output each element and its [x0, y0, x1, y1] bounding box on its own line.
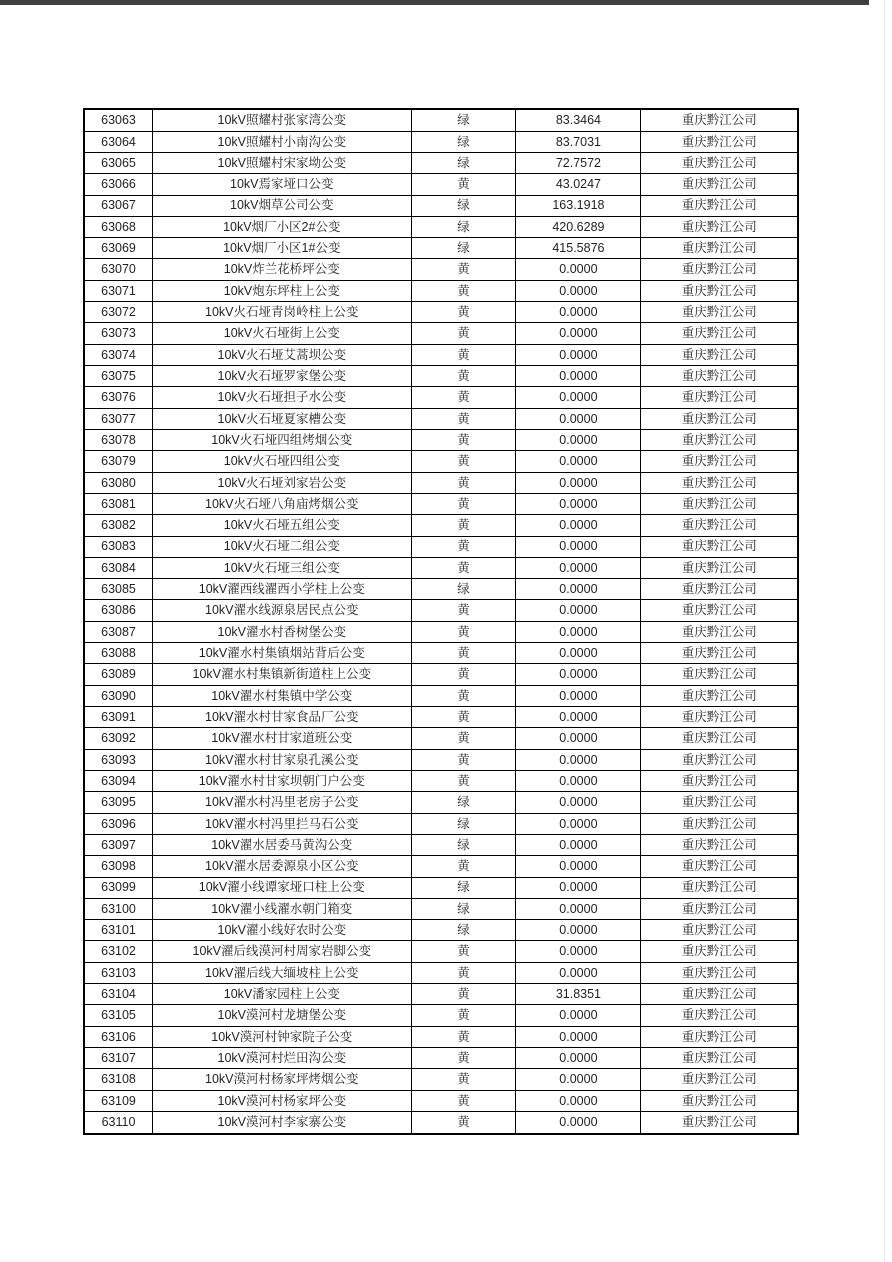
cell-company: 重庆黔江公司 [641, 259, 798, 280]
cell-id: 63071 [84, 280, 153, 301]
cell-value: 0.0000 [516, 856, 641, 877]
cell-status: 绿 [411, 152, 516, 173]
cell-value: 0.0000 [516, 536, 641, 557]
cell-name: 10kV火石垭二组公变 [153, 536, 411, 557]
cell-value: 0.0000 [516, 344, 641, 365]
cell-status: 黄 [411, 1090, 516, 1111]
cell-value: 0.0000 [516, 472, 641, 493]
cell-value: 0.0000 [516, 366, 641, 387]
cell-id: 63063 [84, 109, 153, 131]
cell-company: 重庆黔江公司 [641, 536, 798, 557]
cell-status: 绿 [411, 131, 516, 152]
cell-name: 10kV火石垭五组公变 [153, 515, 411, 536]
table-row [84, 749, 798, 770]
transformer-table-body [84, 109, 798, 1134]
cell-company: 重庆黔江公司 [641, 1005, 798, 1026]
cell-name: 10kV濯水村甘家道班公变 [153, 728, 411, 749]
cell-id: 63074 [84, 344, 153, 365]
cell-value: 0.0000 [516, 1111, 641, 1134]
table-row [84, 451, 798, 472]
cell-id: 63080 [84, 472, 153, 493]
cell-id: 63098 [84, 856, 153, 877]
cell-id: 63094 [84, 770, 153, 791]
page-edge-divider [884, 0, 885, 1262]
cell-status: 黄 [411, 1005, 516, 1026]
cell-name: 10kV濯小线好农时公变 [153, 920, 411, 941]
cell-id: 63101 [84, 920, 153, 941]
cell-value: 0.0000 [516, 707, 641, 728]
cell-company: 重庆黔江公司 [641, 387, 798, 408]
cell-status: 绿 [411, 813, 516, 834]
cell-id: 63097 [84, 834, 153, 855]
cell-company: 重庆黔江公司 [641, 302, 798, 323]
cell-value: 0.0000 [516, 664, 641, 685]
cell-id: 63083 [84, 536, 153, 557]
cell-value: 31.8351 [516, 984, 641, 1005]
cell-name: 10kV潘家园柱上公变 [153, 984, 411, 1005]
cell-id: 63099 [84, 877, 153, 898]
cell-name: 10kV烟草公司公变 [153, 195, 411, 216]
cell-status: 黄 [411, 984, 516, 1005]
cell-status: 黄 [411, 600, 516, 621]
cell-company: 重庆黔江公司 [641, 238, 798, 259]
cell-status: 黄 [411, 1026, 516, 1047]
table-row [84, 920, 798, 941]
cell-name: 10kV火石垭罗家堡公变 [153, 366, 411, 387]
cell-name: 10kV濯后线漠河村周家岩脚公变 [153, 941, 411, 962]
cell-name: 10kV濯水居委源泉小区公变 [153, 856, 411, 877]
cell-company: 重庆黔江公司 [641, 280, 798, 301]
cell-status: 黄 [411, 344, 516, 365]
table-row [84, 216, 798, 237]
cell-id: 63085 [84, 579, 153, 600]
cell-company: 重庆黔江公司 [641, 877, 798, 898]
table-row [84, 557, 798, 578]
cell-name: 10kV濯水村甘家泉孔溪公变 [153, 749, 411, 770]
cell-status: 绿 [411, 109, 516, 131]
cell-company: 重庆黔江公司 [641, 472, 798, 493]
cell-id: 63107 [84, 1048, 153, 1069]
cell-status: 黄 [411, 174, 516, 195]
cell-value: 0.0000 [516, 1048, 641, 1069]
table-row [84, 131, 798, 152]
cell-status: 黄 [411, 621, 516, 642]
table-row [84, 621, 798, 642]
cell-company: 重庆黔江公司 [641, 643, 798, 664]
cell-value: 420.6289 [516, 216, 641, 237]
table-row [84, 984, 798, 1005]
cell-status: 绿 [411, 216, 516, 237]
cell-name: 10kV漠河村烂田沟公变 [153, 1048, 411, 1069]
cell-name: 10kV火石垭四组烤烟公变 [153, 429, 411, 450]
table-row [84, 302, 798, 323]
cell-status: 黄 [411, 1111, 516, 1134]
cell-company: 重庆黔江公司 [641, 109, 798, 131]
cell-status: 黄 [411, 1069, 516, 1090]
table-row [84, 1026, 798, 1047]
cell-company: 重庆黔江公司 [641, 941, 798, 962]
cell-name: 10kV漠河村李家寨公变 [153, 1111, 411, 1134]
cell-name: 10kV漠河村钟家院子公变 [153, 1026, 411, 1047]
cell-company: 重庆黔江公司 [641, 131, 798, 152]
cell-status: 黄 [411, 728, 516, 749]
table-row [84, 1005, 798, 1026]
cell-company: 重庆黔江公司 [641, 323, 798, 344]
cell-id: 63070 [84, 259, 153, 280]
table-row [84, 536, 798, 557]
cell-company: 重庆黔江公司 [641, 770, 798, 791]
table-row [84, 643, 798, 664]
cell-company: 重庆黔江公司 [641, 451, 798, 472]
table-row [84, 238, 798, 259]
cell-id: 63105 [84, 1005, 153, 1026]
cell-value: 0.0000 [516, 898, 641, 919]
cell-company: 重庆黔江公司 [641, 984, 798, 1005]
cell-value: 0.0000 [516, 834, 641, 855]
cell-company: 重庆黔江公司 [641, 621, 798, 642]
cell-value: 83.3464 [516, 109, 641, 131]
cell-company: 重庆黔江公司 [641, 707, 798, 728]
cell-company: 重庆黔江公司 [641, 344, 798, 365]
cell-status: 黄 [411, 429, 516, 450]
cell-value: 0.0000 [516, 387, 641, 408]
cell-value: 0.0000 [516, 685, 641, 706]
table-row [84, 579, 798, 600]
cell-id: 63104 [84, 984, 153, 1005]
cell-company: 重庆黔江公司 [641, 600, 798, 621]
cell-status: 黄 [411, 856, 516, 877]
cell-company: 重庆黔江公司 [641, 195, 798, 216]
cell-company: 重庆黔江公司 [641, 1048, 798, 1069]
cell-name: 10kV焉家垭口公变 [153, 174, 411, 195]
cell-name: 10kV照耀村小南沟公变 [153, 131, 411, 152]
table-row [84, 728, 798, 749]
cell-name: 10kV濯水居委马黄沟公变 [153, 834, 411, 855]
cell-name: 10kV火石垭四组公变 [153, 451, 411, 472]
cell-name: 10kV濯水村集镇新街道柱上公变 [153, 664, 411, 685]
table-row [84, 1090, 798, 1111]
cell-id: 63069 [84, 238, 153, 259]
cell-id: 63091 [84, 707, 153, 728]
cell-id: 63093 [84, 749, 153, 770]
cell-status: 黄 [411, 323, 516, 344]
cell-name: 10kV火石垭艾蒿坝公变 [153, 344, 411, 365]
table-row [84, 834, 798, 855]
cell-status: 黄 [411, 1048, 516, 1069]
cell-id: 63089 [84, 664, 153, 685]
table-row [84, 366, 798, 387]
table-row [84, 792, 798, 813]
cell-id: 63073 [84, 323, 153, 344]
table-row [84, 195, 798, 216]
cell-company: 重庆黔江公司 [641, 813, 798, 834]
cell-company: 重庆黔江公司 [641, 515, 798, 536]
table-row [84, 664, 798, 685]
cell-company: 重庆黔江公司 [641, 898, 798, 919]
cell-name: 10kV烟厂小区1#公变 [153, 238, 411, 259]
table-row [84, 898, 798, 919]
cell-company: 重庆黔江公司 [641, 557, 798, 578]
cell-name: 10kV炸兰花桥坪公变 [153, 259, 411, 280]
table-row [84, 259, 798, 280]
cell-value: 0.0000 [516, 408, 641, 429]
cell-value: 0.0000 [516, 1090, 641, 1111]
cell-value: 415.5876 [516, 238, 641, 259]
cell-name: 10kV火石垭三组公变 [153, 557, 411, 578]
table-row [84, 109, 798, 131]
cell-value: 0.0000 [516, 770, 641, 791]
cell-status: 绿 [411, 579, 516, 600]
cell-value: 0.0000 [516, 792, 641, 813]
cell-company: 重庆黔江公司 [641, 408, 798, 429]
cell-status: 黄 [411, 685, 516, 706]
table-row [84, 387, 798, 408]
cell-value: 0.0000 [516, 749, 641, 770]
cell-value: 0.0000 [516, 643, 641, 664]
table-row [84, 515, 798, 536]
cell-company: 重庆黔江公司 [641, 1111, 798, 1134]
cell-id: 63110 [84, 1111, 153, 1134]
cell-name: 10kV火石垭八角庙烤烟公变 [153, 493, 411, 514]
cell-value: 0.0000 [516, 280, 641, 301]
cell-status: 黄 [411, 557, 516, 578]
cell-name: 10kV濯小线谭家垭口柱上公变 [153, 877, 411, 898]
cell-status: 黄 [411, 280, 516, 301]
cell-value: 0.0000 [516, 621, 641, 642]
cell-value: 0.0000 [516, 493, 641, 514]
table-row [84, 280, 798, 301]
cell-status: 绿 [411, 195, 516, 216]
cell-id: 63077 [84, 408, 153, 429]
cell-value: 0.0000 [516, 600, 641, 621]
cell-value: 0.0000 [516, 429, 641, 450]
cell-status: 绿 [411, 834, 516, 855]
cell-company: 重庆黔江公司 [641, 174, 798, 195]
cell-id: 63081 [84, 493, 153, 514]
cell-value: 0.0000 [516, 813, 641, 834]
cell-id: 63079 [84, 451, 153, 472]
cell-status: 绿 [411, 920, 516, 941]
cell-id: 63076 [84, 387, 153, 408]
cell-value: 0.0000 [516, 1026, 641, 1047]
cell-value: 0.0000 [516, 962, 641, 983]
window-top-bar [0, 0, 869, 5]
cell-status: 黄 [411, 366, 516, 387]
cell-value: 163.1918 [516, 195, 641, 216]
cell-name: 10kV漠河村龙塘堡公变 [153, 1005, 411, 1026]
cell-status: 黄 [411, 962, 516, 983]
cell-status: 黄 [411, 408, 516, 429]
cell-id: 63072 [84, 302, 153, 323]
cell-value: 0.0000 [516, 323, 641, 344]
cell-id: 63086 [84, 600, 153, 621]
cell-company: 重庆黔江公司 [641, 792, 798, 813]
cell-company: 重庆黔江公司 [641, 1090, 798, 1111]
cell-status: 黄 [411, 451, 516, 472]
cell-company: 重庆黔江公司 [641, 429, 798, 450]
cell-status: 黄 [411, 536, 516, 557]
cell-id: 63102 [84, 941, 153, 962]
cell-value: 0.0000 [516, 941, 641, 962]
cell-value: 0.0000 [516, 557, 641, 578]
cell-company: 重庆黔江公司 [641, 834, 798, 855]
cell-id: 63065 [84, 152, 153, 173]
table-row [84, 344, 798, 365]
cell-value: 0.0000 [516, 451, 641, 472]
cell-company: 重庆黔江公司 [641, 493, 798, 514]
cell-value: 83.7031 [516, 131, 641, 152]
cell-status: 黄 [411, 643, 516, 664]
table-row [84, 707, 798, 728]
table-row [84, 962, 798, 983]
cell-company: 重庆黔江公司 [641, 685, 798, 706]
cell-name: 10kV火石垭担子水公变 [153, 387, 411, 408]
cell-value: 0.0000 [516, 920, 641, 941]
cell-company: 重庆黔江公司 [641, 856, 798, 877]
cell-id: 63067 [84, 195, 153, 216]
cell-name: 10kV漠河村杨家坪公变 [153, 1090, 411, 1111]
cell-company: 重庆黔江公司 [641, 920, 798, 941]
table-row [84, 408, 798, 429]
cell-value: 0.0000 [516, 877, 641, 898]
cell-id: 63100 [84, 898, 153, 919]
cell-company: 重庆黔江公司 [641, 1026, 798, 1047]
cell-id: 63090 [84, 685, 153, 706]
cell-name: 10kV濯水村冯里拦马石公变 [153, 813, 411, 834]
cell-name: 10kV照耀村宋家坳公变 [153, 152, 411, 173]
cell-status: 绿 [411, 792, 516, 813]
cell-value: 0.0000 [516, 728, 641, 749]
cell-name: 10kV火石垭刘家岩公变 [153, 472, 411, 493]
cell-id: 63106 [84, 1026, 153, 1047]
cell-name: 10kV濯西线濯西小学柱上公变 [153, 579, 411, 600]
cell-value: 0.0000 [516, 259, 641, 280]
cell-name: 10kV火石垭街上公变 [153, 323, 411, 344]
cell-id: 63066 [84, 174, 153, 195]
table-row [84, 152, 798, 173]
table-row [84, 856, 798, 877]
cell-name: 10kV濯水村集镇中学公变 [153, 685, 411, 706]
cell-value: 0.0000 [516, 579, 641, 600]
cell-status: 黄 [411, 493, 516, 514]
cell-value: 0.0000 [516, 1069, 641, 1090]
cell-name: 10kV濯水村冯里老房子公变 [153, 792, 411, 813]
table-row [84, 685, 798, 706]
cell-name: 10kV漠河村杨家坪烤烟公变 [153, 1069, 411, 1090]
cell-id: 63084 [84, 557, 153, 578]
cell-id: 63087 [84, 621, 153, 642]
cell-company: 重庆黔江公司 [641, 216, 798, 237]
cell-status: 黄 [411, 941, 516, 962]
cell-company: 重庆黔江公司 [641, 962, 798, 983]
table-row [84, 877, 798, 898]
cell-status: 绿 [411, 898, 516, 919]
cell-company: 重庆黔江公司 [641, 366, 798, 387]
cell-company: 重庆黔江公司 [641, 749, 798, 770]
cell-name: 10kV烟厂小区2#公变 [153, 216, 411, 237]
table-row [84, 770, 798, 791]
cell-company: 重庆黔江公司 [641, 728, 798, 749]
cell-status: 黄 [411, 749, 516, 770]
cell-status: 绿 [411, 877, 516, 898]
cell-status: 黄 [411, 259, 516, 280]
cell-name: 10kV濯小线濯水朝门箱变 [153, 898, 411, 919]
cell-value: 0.0000 [516, 302, 641, 323]
cell-company: 重庆黔江公司 [641, 1069, 798, 1090]
cell-id: 63064 [84, 131, 153, 152]
cell-status: 黄 [411, 515, 516, 536]
cell-id: 63092 [84, 728, 153, 749]
table-row [84, 813, 798, 834]
cell-name: 10kV濯水村集镇烟站背后公变 [153, 643, 411, 664]
cell-name: 10kV濯水村甘家食品厂公变 [153, 707, 411, 728]
cell-status: 黄 [411, 707, 516, 728]
cell-id: 63095 [84, 792, 153, 813]
cell-id: 63068 [84, 216, 153, 237]
cell-value: 0.0000 [516, 1005, 641, 1026]
table-row [84, 1069, 798, 1090]
cell-status: 绿 [411, 238, 516, 259]
cell-id: 63096 [84, 813, 153, 834]
cell-status: 黄 [411, 472, 516, 493]
cell-name: 10kV炮东坪柱上公变 [153, 280, 411, 301]
table-row [84, 1111, 798, 1134]
cell-name: 10kV火石垭夏家槽公变 [153, 408, 411, 429]
cell-id: 63108 [84, 1069, 153, 1090]
cell-name: 10kV濯后线大缅坡柱上公变 [153, 962, 411, 983]
cell-name: 10kV濯水村甘家坝朝门户公变 [153, 770, 411, 791]
cell-status: 黄 [411, 387, 516, 408]
cell-id: 63103 [84, 962, 153, 983]
cell-name: 10kV火石垭青岗岭柱上公变 [153, 302, 411, 323]
table-row [84, 493, 798, 514]
cell-id: 63109 [84, 1090, 153, 1111]
cell-status: 黄 [411, 770, 516, 791]
cell-id: 63075 [84, 366, 153, 387]
cell-name: 10kV照耀村张家湾公变 [153, 109, 411, 131]
cell-id: 63082 [84, 515, 153, 536]
table-row [84, 472, 798, 493]
cell-value: 43.0247 [516, 174, 641, 195]
table-row [84, 600, 798, 621]
cell-company: 重庆黔江公司 [641, 664, 798, 685]
cell-value: 72.7572 [516, 152, 641, 173]
cell-status: 黄 [411, 664, 516, 685]
transformer-table [83, 108, 799, 1135]
cell-name: 10kV濯水村香树堡公变 [153, 621, 411, 642]
table-row [84, 941, 798, 962]
table-row [84, 429, 798, 450]
table-row [84, 323, 798, 344]
table-row [84, 174, 798, 195]
cell-company: 重庆黔江公司 [641, 152, 798, 173]
cell-status: 黄 [411, 302, 516, 323]
table-row [84, 1048, 798, 1069]
cell-name: 10kV濯水线源泉居民点公变 [153, 600, 411, 621]
cell-id: 63078 [84, 429, 153, 450]
cell-id: 63088 [84, 643, 153, 664]
cell-company: 重庆黔江公司 [641, 579, 798, 600]
cell-value: 0.0000 [516, 515, 641, 536]
